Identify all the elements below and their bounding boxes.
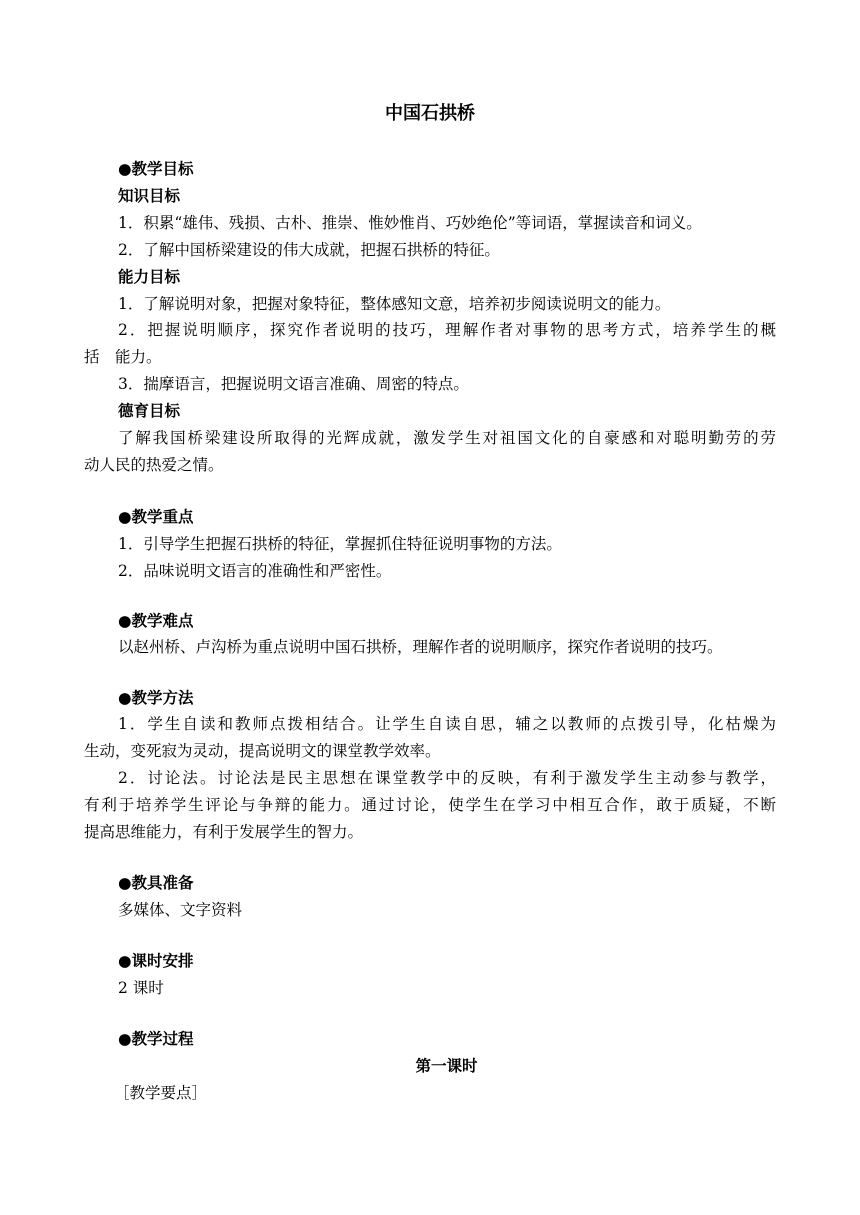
key-point-item-1: 1．引导学生把握石拱桥的特征，掌握抓住特征说明事物的方法。 — [118, 535, 562, 553]
moral-line-1: 了解我国桥梁建设所取得的光辉成就，激发学生对祖国文化的自豪感和对聪明勤劳的劳 — [118, 429, 776, 447]
difficulties-heading: ●教学难点 — [118, 611, 194, 630]
methods-heading: ●教学方法 — [118, 688, 194, 707]
ability-item-2-line-2: 括 能力。 — [84, 348, 162, 366]
ability-item-2-line-1: 2．把握说明顺序，探究作者说明的技巧，理解作者对事物的思考方式，培养学生的概 — [118, 321, 776, 339]
ability-item-3: 3．揣摩语言，把握说明文语言准确、周密的特点。 — [118, 375, 469, 393]
tools-text: 多媒体、文字资料 — [118, 901, 243, 919]
difficulties-text: 以赵州桥、卢沟桥为重点说明中国石拱桥，理解作者的说明顺序，探究作者说明的技巧。 — [118, 638, 723, 656]
moral-line-2: 动人民的热爱之情。 — [84, 456, 224, 474]
knowledge-heading: 知识目标 — [118, 186, 181, 205]
schedule-heading: ●课时安排 — [118, 951, 194, 970]
lesson-title: 第一课时 — [415, 1056, 478, 1075]
method-1-line-2: 生动，变死寂为灵动，提高说明文的课堂教学效率。 — [84, 742, 441, 760]
method-2-line-3: 提高思维能力，有利于发展学生的智力。 — [84, 823, 364, 841]
page-title: 中国石拱桥 — [385, 103, 475, 124]
method-1-line-1: 1．学生自读和教师点拨相结合。让学生自读自思，辅之以教师的点拨引导，化枯燥为 — [118, 715, 776, 733]
objectives-heading: ●教学目标 — [118, 159, 194, 178]
moral-heading: 德育目标 — [118, 401, 181, 420]
tools-heading: ●教具准备 — [118, 873, 194, 892]
knowledge-item-2: 2．了解中国桥梁建设的伟大成就，把握石拱桥的特征。 — [118, 241, 500, 259]
method-2-line-1: 2．讨论法。讨论法是民主思想在课堂教学中的反映，有利于激发学生主动参与教学， — [118, 769, 776, 787]
key-points-heading: ●教学重点 — [118, 507, 194, 526]
ability-item-1: 1．了解说明对象，把握对象特征，整体感知文意，培养初步阅读说明文的能力。 — [118, 295, 671, 313]
ability-heading: 能力目标 — [118, 267, 181, 286]
process-subheading: ［教学要点］ — [114, 1084, 208, 1102]
knowledge-item-1: 1．积累“雄伟、残损、古朴、推崇、惟妙惟肖、巧妙绝伦”等词语，掌握读音和词义。 — [118, 214, 702, 232]
process-heading: ●教学过程 — [118, 1029, 194, 1048]
key-point-item-2: 2．品味说明文语言的准确性和严密性。 — [118, 562, 392, 580]
method-2-line-2: 有利于培养学生评论与争辩的能力。通过讨论，使学生在学习中相互合作，敢于质疑，不断 — [84, 796, 776, 814]
schedule-text: 2 课时 — [118, 979, 164, 997]
